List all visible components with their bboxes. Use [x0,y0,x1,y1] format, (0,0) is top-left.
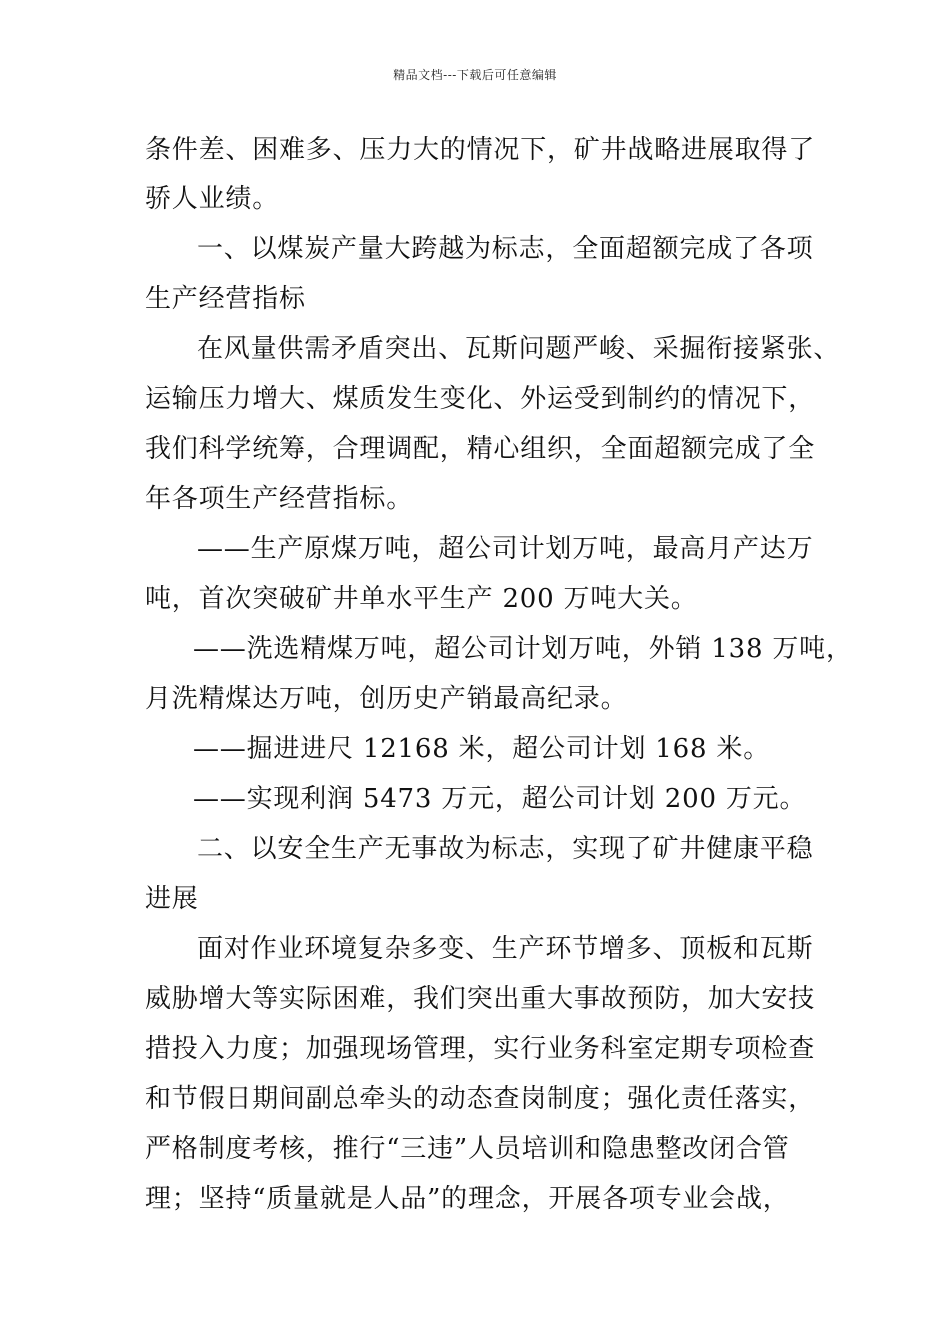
text-line: 面对作业环境复杂多变、生产环节增多、顶板和瓦斯 [197,934,814,964]
text-line: 在风量供需矛盾突出、瓦斯问题严峻、采掘衔接紧张、 [197,334,841,364]
section-heading: 二、以安全生产无事故为标志，实现了矿井健康平稳 [197,834,814,864]
page-header: 精品文档---下载后可任意编辑 [393,68,557,82]
text-line: 严格制度考核，推行“三违”人员培训和隐患整改闭合管 [145,1134,790,1164]
text-line: 和节假日期间副总牵头的动态查岗制度；强化责任落实， [145,1084,816,1114]
text-line: 我们科学统筹，合理调配，精心组织，全面超额完成了全 [145,434,816,464]
text-line: 运输压力增大、煤质发生变化、外运受到制约的情况下， [145,384,816,414]
text-line: 理；坚持“质量就是人品”的理念，开展各项专业会战， [145,1184,790,1214]
text-line: 措投入力度；加强现场管理，实行业务科室定期专项检查 [145,1034,816,1064]
text-line: 骄人业绩。 [145,184,280,214]
text-line: 年各项生产经营指标。 [145,484,414,514]
bullet-line: ——生产原煤万吨，超公司计划万吨，最高月产达万 [197,534,814,564]
bullet-line: ——洗选精煤万吨，超公司计划万吨，外销 138 万吨， [193,634,853,664]
text-line: 月洗精煤达万吨，创历史产销最高纪录。 [145,684,628,714]
section-heading: 进展 [145,884,199,914]
text-line: 吨，首次突破矿井单水平生产 200 万吨大关。 [145,584,698,614]
text-line: 条件差、困难多、压力大的情况下，矿井战略进展取得了 [145,135,816,165]
section-heading: 生产经营指标 [145,284,306,314]
text-line: 威胁增大等实际困难，我们突出重大事故预防，加大安技 [145,984,816,1014]
bullet-line: ——掘进进尺 12168 米，超公司计划 168 米。 [193,734,770,764]
bullet-line: ——实现利润 5473 万元，超公司计划 200 万元。 [193,784,807,814]
section-heading: 一、以煤炭产量大跨越为标志，全面超额完成了各项 [197,234,814,264]
